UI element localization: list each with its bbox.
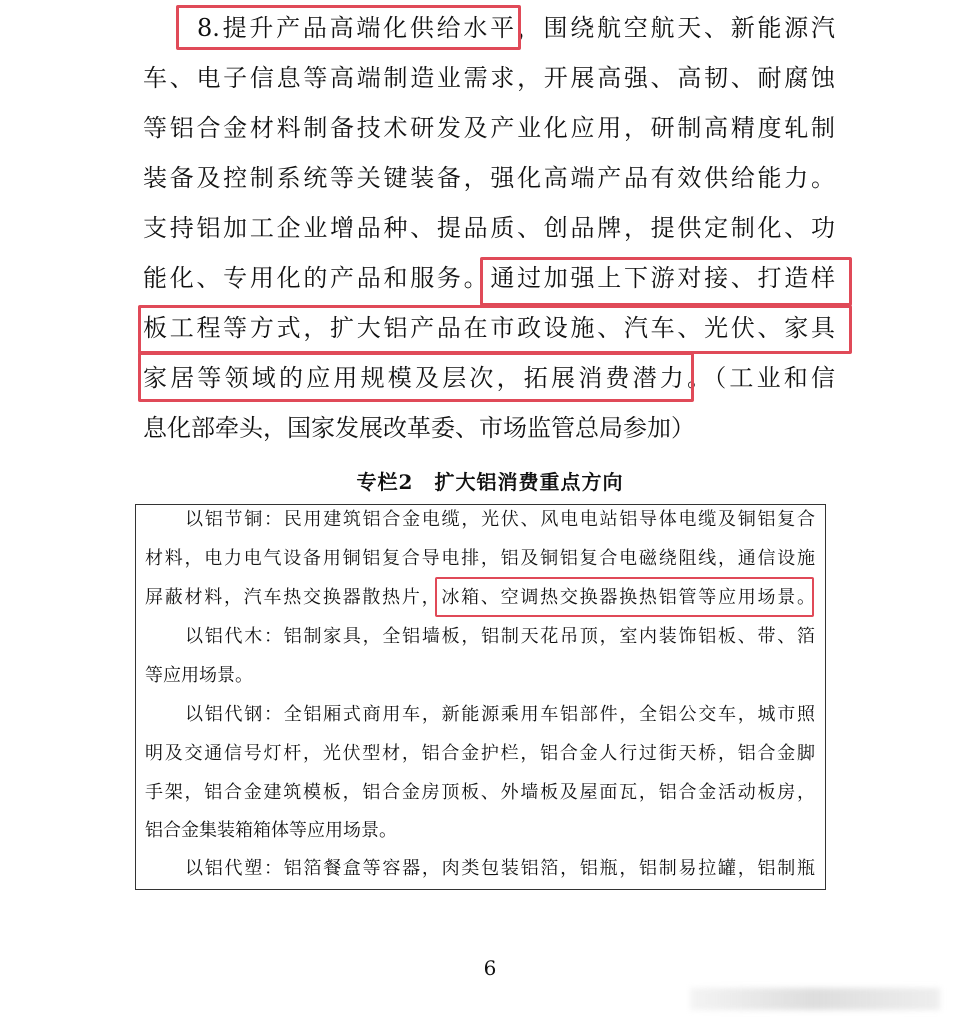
- column-line: 手架，铝合金建筑模板，铝合金房顶板、外墙板及屋面瓦，铝合金活动板房，: [145, 782, 815, 803]
- watermark: [690, 988, 940, 1010]
- column-line: 以铝代木：铝制家具，全铝墙板，铝制天花吊顶，室内装饰铝板、带、箔: [185, 626, 815, 647]
- paragraph-line: 板工程等方式，扩大铝产品在市政设施、汽车、光伏、家具: [143, 314, 835, 342]
- highlight-box: [480, 257, 852, 306]
- paragraph-line: 等铝合金材料制备技术研发及产业化应用，研制高精度轧制: [143, 114, 835, 142]
- column-line: 以铝代塑：铝箔餐盒等容器，肉类包装铝箔，铝瓶，铝制易拉罐，铝制瓶: [185, 858, 815, 879]
- paragraph-line: 装备及控制系统等关键装备，强化高端产品有效供给能力。: [143, 164, 835, 192]
- paragraph-line: 支持铝加工企业增品种、提品质、创品牌，提供定制化、功: [143, 214, 835, 242]
- column-line: 以铝节铜：民用建筑铝合金电缆，光伏、风电电站铝导体电缆及铜铝复合: [185, 509, 815, 530]
- column-title: 专栏2 扩大铝消费重点方向: [356, 470, 624, 494]
- column-line: 等应用场景。: [145, 665, 253, 686]
- paragraph-line: 家居等领域的应用规模及层次，拓展消费潜力。（工业和信: [143, 364, 835, 392]
- page-number: 6: [483, 956, 497, 980]
- highlight-box: [138, 352, 694, 402]
- column-line: 材料，电力电气设备用铜铝复合导电排，铝及铜铝复合电磁绕阻线，通信设施: [145, 548, 815, 569]
- paragraph-line: 能化、专用化的产品和服务。通过加强上下游对接、打造样: [143, 264, 835, 292]
- highlight-box: [435, 577, 814, 617]
- column-line: 屏蔽材料，汽车热交换器散热片，冰箱、空调热交换器换热铝管等应用场景。: [145, 587, 815, 608]
- column-line: 铝合金集装箱箱体等应用场景。: [145, 820, 397, 841]
- paragraph-line: 8.提升产品高端化供给水平，围绕航空航天、新能源汽: [197, 14, 835, 42]
- column-line: 明及交通信号灯杆，光伏型材，铝合金护栏，铝合金人行过街天桥，铝合金脚: [145, 743, 815, 764]
- paragraph-line: 息化部牵头，国家发展改革委、市场监管总局参加）: [143, 414, 695, 442]
- highlight-box: [176, 5, 521, 50]
- highlight-box: [138, 305, 852, 354]
- paragraph-line: 车、电子信息等高端制造业需求，开展高强、高韧、耐腐蚀: [143, 64, 835, 92]
- column-line: 以铝代钢：全铝厢式商用车，新能源乘用车铝部件，全铝公交车，城市照: [185, 704, 815, 725]
